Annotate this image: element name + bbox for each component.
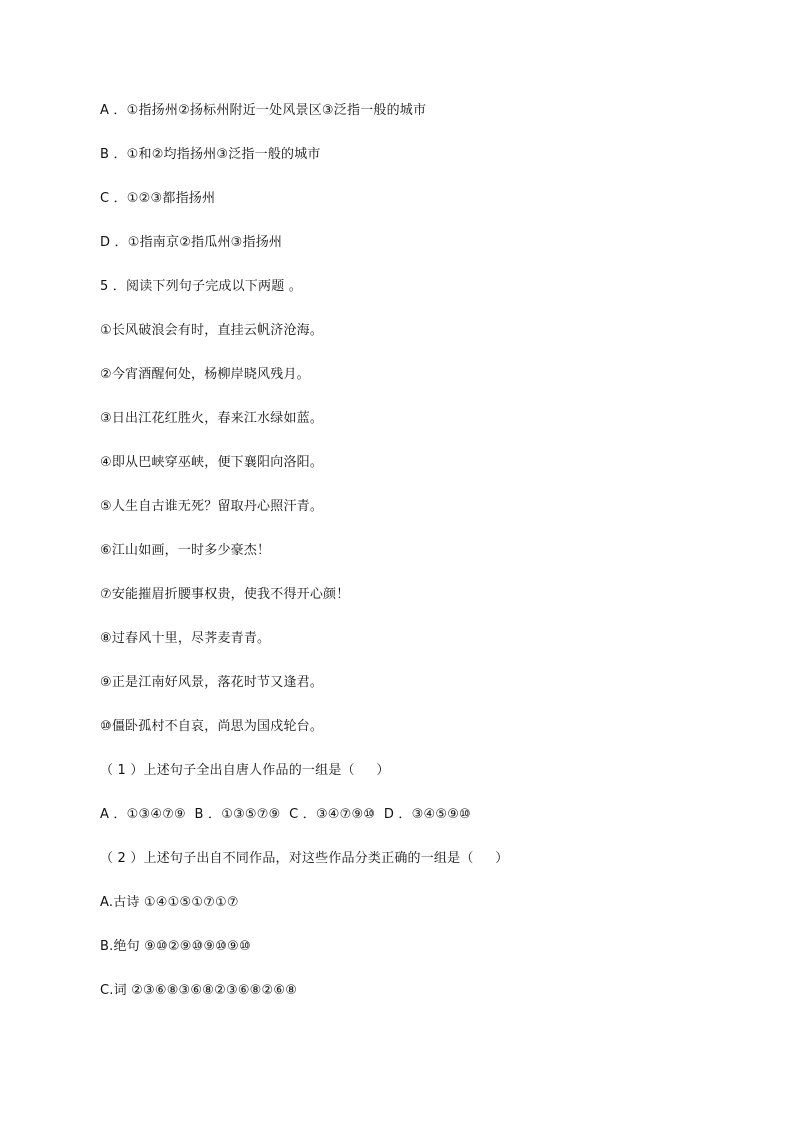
question-5-title: 5 ．阅读下列句子完成以下两题 。 — [100, 279, 302, 294]
sentence-8: ⑧过春风十里，尽荠麦青青。 — [100, 631, 271, 646]
sub-question-2-option-b: B.绝句 ⑨⑩②⑨⑩⑨⑩⑨⑩ — [100, 939, 251, 954]
sentence-9: ⑨正是江南好风景，落花时节又逢君。 — [100, 675, 324, 690]
sub-question-2-option-a: A.古诗 ①④①⑤①⑦①⑦ — [100, 895, 239, 910]
sentence-4: ④即从巴峡穿巫峡，便下襄阳向洛阳。 — [100, 455, 324, 470]
sentence-5: ⑤人生自古谁无死？留取丹心照汗青。 — [100, 499, 324, 514]
option-4c: C ．①②③都指扬州 — [100, 191, 216, 206]
sub-question-2: （ 2 ）上述句子出自不同作品，对这些作品分类正确的一组是（ ） — [100, 851, 509, 866]
sub-question-2-option-c: C.词 ②③⑥⑧③⑥⑧②③⑥⑧②⑥⑧ — [100, 983, 298, 998]
option-4b: B ．①和②均指扬州③泛指一般的城市 — [100, 147, 321, 162]
sub-question-1-options: A ．①③④⑦⑨ B ．①③⑤⑦⑨ C ．③④⑦⑨⑩ D ．③④⑤⑨⑩ — [100, 807, 471, 822]
sentence-10: ⑩僵卧孤村不自哀，尚思为国戍轮台。 — [100, 719, 324, 734]
sentence-7: ⑦安能摧眉折腰事权贵，使我不得开心颜！ — [100, 587, 350, 602]
sentence-6: ⑥江山如画，一时多少豪杰！ — [100, 543, 271, 558]
sentence-1: ①长风破浪会有时，直挂云帆济沧海。 — [100, 323, 324, 338]
sentence-3: ③日出江花红胜火，春来江水绿如蓝。 — [100, 411, 324, 426]
option-4d: D ．①指南京②指瓜州③指扬州 — [100, 235, 283, 250]
option-4a: A ．①指扬州②扬标州附近一处风景区③泛指一般的城市 — [100, 103, 427, 118]
sub-question-1: （ 1 ）上述句子全出自唐人作品的一组是（ ） — [100, 763, 390, 778]
sentence-2: ②今宵酒醒何处，杨柳岸晓风残月。 — [100, 367, 310, 382]
